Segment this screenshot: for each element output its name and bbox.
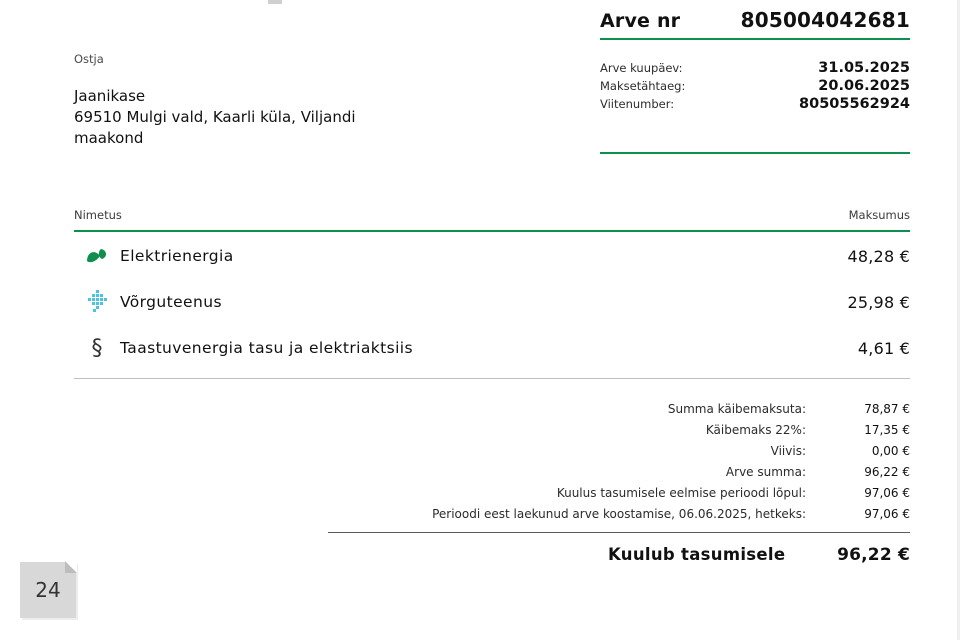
line-item-amount: 25,98 € [847, 292, 910, 312]
column-header-name: Nimetus [74, 208, 122, 222]
reference-number-value: 80505562924 [799, 96, 910, 112]
page-number-text: 24 [35, 578, 61, 602]
invoice-meta-block [600, 60, 910, 114]
column-header-amount: Maksumus [848, 208, 910, 222]
total-value: 0,00 € [871, 443, 910, 458]
line-item-name: Taastuvenergia tasu ja elektriaktsiis [120, 339, 413, 357]
total-row [328, 482, 910, 503]
total-value: 97,06 € [864, 506, 910, 521]
buyer-block [74, 52, 504, 149]
line-item-name: Võrguteenus [120, 293, 222, 311]
line-items-bottom-divider [74, 378, 910, 379]
invoice-meta-row [600, 78, 910, 94]
table-row [74, 234, 910, 278]
total-row [328, 398, 910, 419]
total-label: Viivis: [770, 443, 806, 458]
buyer-caption: Ostja [74, 52, 104, 66]
invoice-number-value: 805004042681 [740, 8, 910, 32]
total-value: 17,35 € [864, 422, 910, 437]
invoice-date-label: Arve kuupäev: [600, 61, 683, 75]
grand-total-label: Kuulub tasumisele [608, 545, 786, 564]
grand-total-value: 96,22 € [837, 545, 910, 565]
invoice-meta-row [600, 96, 910, 112]
line-item-amount: 4,61 € [857, 338, 910, 358]
line-items-table [74, 208, 910, 379]
leaf-icon [74, 245, 120, 267]
total-row [328, 419, 910, 440]
due-date-value: 20.06.2025 [818, 78, 910, 94]
invoice-meta-divider [600, 152, 910, 154]
total-row [328, 461, 910, 482]
invoice-number-row [600, 8, 910, 38]
invoice-meta-row [600, 60, 910, 76]
table-row [74, 326, 910, 370]
total-label: Summa käibemaksuta: [667, 401, 806, 416]
total-value: 78,87 € [864, 401, 910, 416]
total-label: Käibemaks 22%: [705, 422, 806, 437]
line-item-amount: 48,28 € [847, 246, 910, 266]
table-row [74, 280, 910, 324]
line-item-name: Elektrienergia [120, 247, 234, 265]
invoice-number-header [600, 8, 910, 40]
grand-total-row [328, 533, 910, 565]
page-artifact-mark [268, 0, 282, 4]
total-value: 97,06 € [864, 485, 910, 500]
total-value: 96,22 € [864, 464, 910, 479]
network-grid-icon [74, 289, 120, 315]
invoice-number-label: Arve nr [600, 10, 681, 32]
total-label: Kuulus tasumisele eelmise perioodi lõpul: [556, 485, 806, 500]
line-items-header-divider [74, 230, 910, 232]
totals-block [328, 398, 910, 565]
total-row [328, 503, 910, 524]
total-label: Perioodi eest laekunud arve koostamise, 06.06.2025, hetkeks: [432, 506, 806, 521]
line-items-header [74, 208, 910, 230]
total-label: Arve summa: [725, 464, 806, 479]
reference-number-label: Viitenumber: [600, 97, 675, 111]
invoice-date-value: 31.05.2025 [818, 60, 910, 76]
total-row [328, 440, 910, 461]
buyer-address: 69510 Mulgi vald, Kaarli küla, Viljandi maakond [74, 108, 356, 147]
page-number-badge [20, 562, 76, 618]
buyer-name: Jaanikase [74, 87, 146, 105]
due-date-label: Maksetähtaeg: [600, 79, 686, 93]
invoice-header-divider [600, 38, 910, 40]
paragraph-section-icon: § [91, 335, 103, 361]
